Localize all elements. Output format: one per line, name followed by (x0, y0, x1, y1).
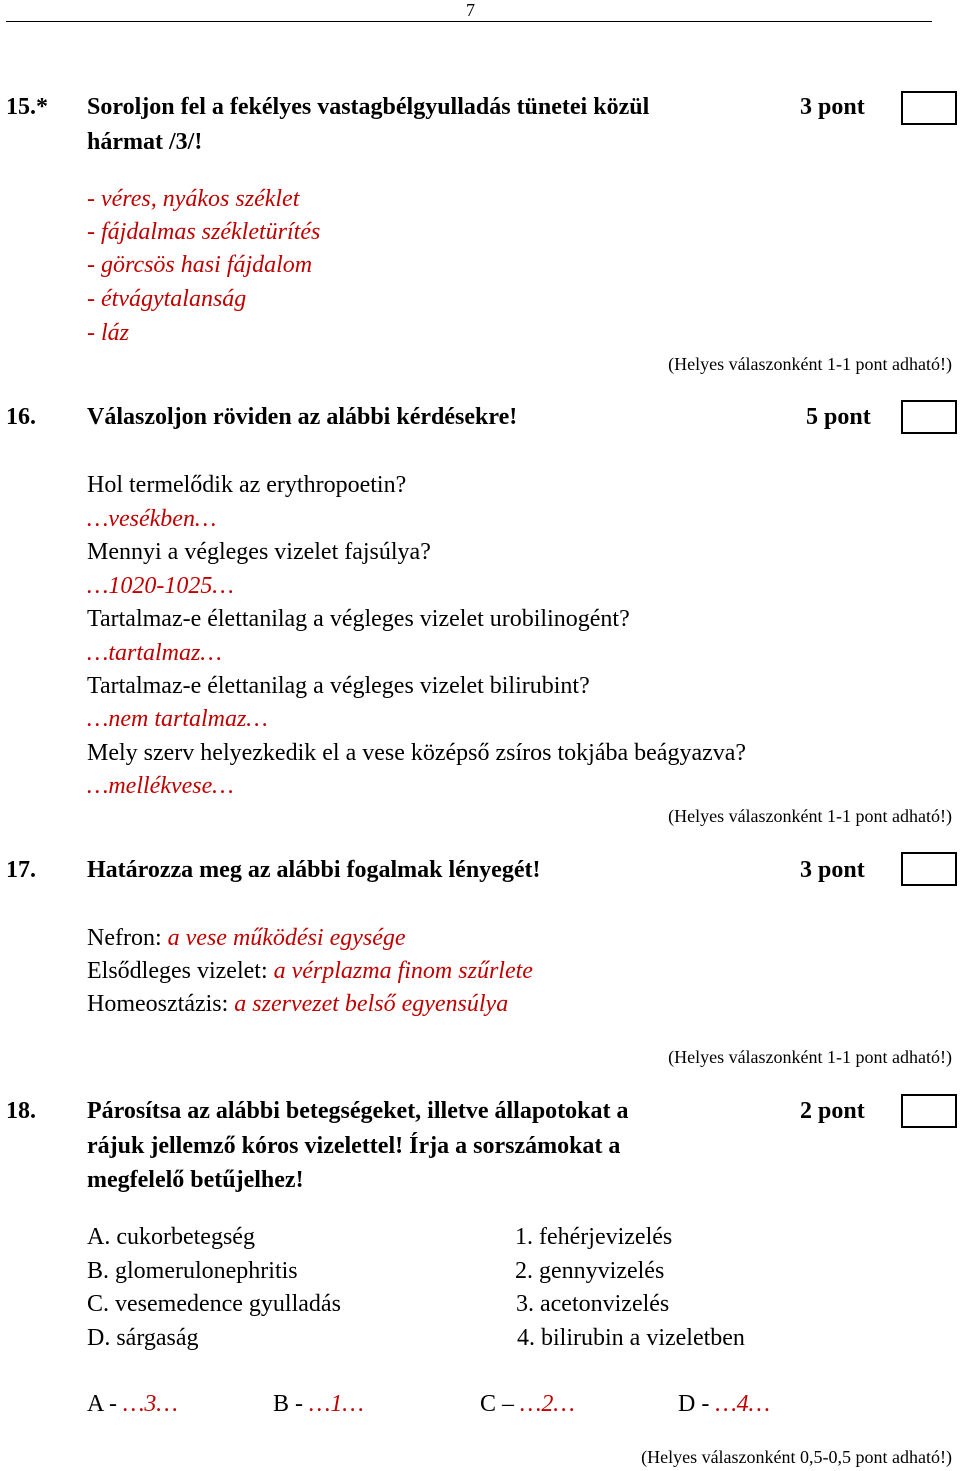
q18-pair-d-label: D - (678, 1391, 716, 1417)
page-number: 7 (466, 0, 475, 20)
q17-scoring-note: (Helyes válaszonként 1-1 pont adható!) (668, 1047, 952, 1067)
q17-answer-1: a vese működési egysége (167, 925, 406, 951)
q17-term-2: Elsődleges vizelet: (87, 958, 274, 984)
q18-pair-a-label: A - (87, 1391, 123, 1417)
q18-title-line1: Párosítsa az alábbi betegségeket, illetve állapotokat a (87, 1098, 629, 1124)
q15-answer-3: - görcsös hasi fájdalom (87, 252, 313, 278)
q18-pair-c-label: C – (480, 1391, 521, 1417)
q17-item-nefron (87, 925, 406, 952)
q16-question-4: Tartalmaz-e élettanilag a végleges vizelet bilirubint? (87, 673, 590, 699)
q18-pair-c-answer: …2… (520, 1391, 575, 1417)
q16-question-3: Tartalmaz-e élettanilag a végleges vizelet urobilinogént? (87, 606, 630, 632)
q18-pair-b-label: B - (273, 1391, 309, 1417)
q16-answer-5: …mellékvese… (87, 773, 234, 799)
q16-question-5: Mely szerv helyezkedik el a vese középső zsíros tokjába beágyazva? (87, 740, 747, 766)
q18-pair-c (480, 1391, 575, 1418)
q16-number: 16. (6, 404, 36, 430)
q15-title-line1: Soroljon fel a fekélyes vastagbélgyulladás tünetei közül (87, 94, 650, 120)
q17-title: Határozza meg az alábbi fogalmak lényegét! (87, 857, 541, 883)
q18-left-a: A. cukorbetegség (87, 1224, 255, 1250)
q15-answer-1: - véres, nyákos széklet (87, 186, 300, 212)
q17-answer-2: a vérplazma finom szűrlete (273, 958, 533, 984)
q18-left-b: B. glomerulonephritis (87, 1258, 298, 1284)
q16-score-box[interactable] (901, 400, 957, 434)
q16-answer-1: …vesékben… (87, 506, 217, 532)
q17-number: 17. (6, 857, 36, 883)
q16-answer-4: …nem tartalmaz… (87, 706, 268, 732)
q18-pair-b (273, 1391, 364, 1418)
q15-answer-4: - étvágytalanság (87, 286, 247, 312)
q15-number: 15.* (6, 94, 48, 120)
q18-left-d: D. sárgaság (87, 1325, 199, 1351)
q16-question-1: Hol termelődik az erythropoetin? (87, 472, 407, 498)
q18-title-line3: megfelelő betűjelhez! (87, 1167, 304, 1193)
q18-right-2: 2. gennyvizelés (515, 1258, 665, 1284)
q16-answer-2: …1020-1025… (87, 573, 234, 599)
q18-number: 18. (6, 1098, 36, 1124)
q16-points: 5 pont (806, 404, 871, 430)
q15-answer-2: - fájdalmas székletürítés (87, 219, 321, 245)
q16-title: Válaszoljon röviden az alábbi kérdésekre! (87, 404, 518, 430)
q18-pair-a-answer: …3… (123, 1391, 178, 1417)
q15-score-box[interactable] (901, 91, 957, 125)
q17-score-box[interactable] (901, 852, 957, 886)
q18-pair-a (87, 1391, 178, 1418)
q18-score-box[interactable] (901, 1094, 957, 1128)
q18-right-1: 1. fehérjevizelés (515, 1224, 673, 1250)
q18-right-3: 3. acetonvizelés (516, 1291, 670, 1317)
q16-scoring-note: (Helyes válaszonként 1-1 pont adható!) (668, 806, 952, 826)
q18-pair-b-answer: …1… (309, 1391, 364, 1417)
q18-scoring-note: (Helyes válaszonként 0,5-0,5 pont adható!) (641, 1447, 952, 1467)
q17-points: 3 pont (800, 857, 865, 883)
q18-pair-d-answer: …4… (715, 1391, 771, 1417)
header-rule (6, 21, 932, 22)
q17-answer-3: a szervezet belső egyensúlya (234, 991, 509, 1017)
q17-term-1: Nefron: (87, 925, 168, 951)
q18-left-c: C. vesemedence gyulladás (87, 1291, 341, 1317)
q15-points: 3 pont (800, 94, 865, 120)
q15-title-line2: hármat /3/! (87, 129, 203, 155)
q18-points: 2 pont (800, 1098, 865, 1124)
q17-item-homeostasis (87, 991, 508, 1018)
q18-title-line2: rájuk jellemző kóros vizelettel! Írja a sorszámokat a (87, 1133, 621, 1159)
q16-answer-3: …tartalmaz… (87, 640, 222, 666)
q16-question-2: Mennyi a végleges vizelet fajsúlya? (87, 539, 431, 565)
q15-answer-5: - láz (87, 320, 129, 346)
q17-term-3: Homeosztázis: (87, 991, 235, 1017)
q17-item-primary-urine (87, 958, 533, 985)
q18-pair-d (678, 1391, 770, 1418)
q15-scoring-note: (Helyes válaszonként 1-1 pont adható!) (668, 354, 952, 374)
q18-right-4: 4. bilirubin a vizeletben (517, 1325, 745, 1351)
